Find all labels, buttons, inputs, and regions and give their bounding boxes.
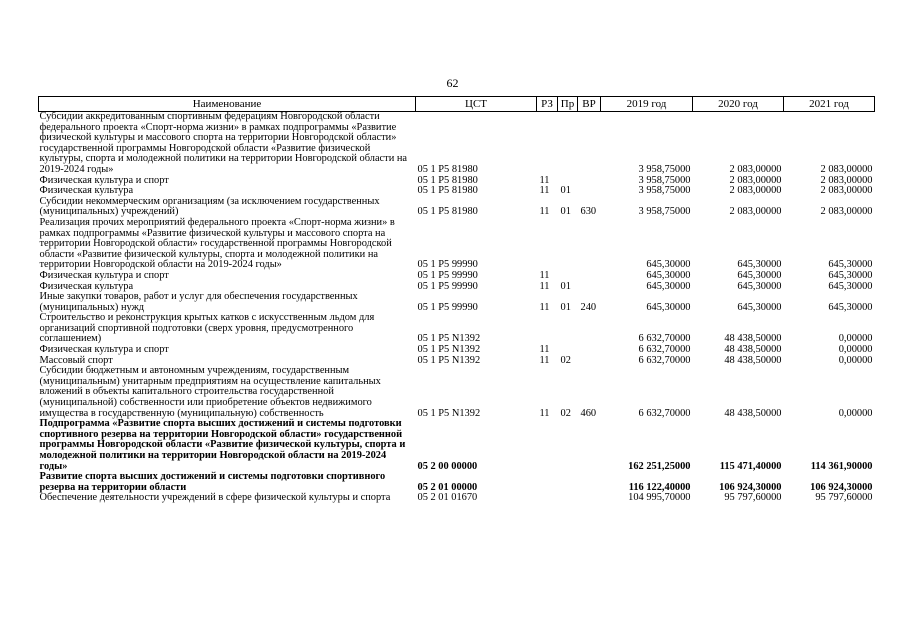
row-cst: 05 1 P5 99990 [417,301,478,313]
table-row [39,292,875,313]
row-cst: 05 1 P5 81980 [417,185,478,197]
row-2019: 116 122,40000 [628,481,691,493]
table-row [39,419,875,472]
header-pr: Пр [558,97,578,112]
row-cst: 05 1 P5 99990 [417,269,478,281]
row-pr [558,218,578,271]
row-2021: 2 083,00000 [820,163,873,175]
table-body [39,112,875,504]
row-pr [558,419,578,472]
row-pr [558,472,578,493]
row-vr [578,345,601,356]
row-vr [578,186,601,197]
row-vr [578,356,601,367]
header-name: Наименование [39,97,416,112]
budget-table [38,96,875,504]
header-2019: 2019 год [601,97,693,112]
row-2020: 2 083,00000 [729,206,782,218]
row-vr [578,112,601,176]
row-2021: 2 083,00000 [820,185,873,197]
row-vr [578,493,601,504]
row-rz: 11 [539,280,550,292]
row-cst: 05 1 P5 99990 [417,259,478,271]
header-rz: РЗ [537,97,558,112]
row-cst: 05 2 01 00000 [417,481,478,493]
row-2021: 106 924,30000 [810,481,873,493]
row-2020: 645,30000 [737,280,782,292]
row-name: Реализация прочих мероприятий федерального проекта «Спорт-норма жизни» в рамках подпрограммы «Развитие физической культуры и массового спорта на территории Новгородской области» государственной программы Новгородской области «Развитие физической культуры, спорта и молодежной политики на территории Новгородской области на 2019-2024 годы» [39,216,395,271]
row-pr [558,493,578,504]
row-2020: 48 438,50000 [724,354,782,366]
row-vr: 460 [580,407,597,419]
row-2020: 2 083,00000 [729,185,782,197]
row-rz: 11 [539,301,550,313]
row-2020: 48 438,50000 [724,407,782,419]
row-cst: 05 1 P5 N1392 [417,407,481,419]
row-2020: 2 083,00000 [729,163,782,175]
row-rz: 11 [539,344,550,356]
row-vr [578,282,601,293]
row-2020: 645,30000 [737,269,782,281]
row-name: Иные закупки товаров, работ и услуг для обеспечения государственных (муниципальных) нужд [39,291,358,313]
row-2019: 3 958,75000 [638,163,691,175]
row-pr: 01 [560,301,571,313]
row-2021: 2 083,00000 [820,206,873,218]
row-vr: 240 [580,301,597,313]
row-cst: 05 1 P5 N1392 [417,344,481,356]
row-rz [537,493,558,504]
table-row [39,197,875,218]
row-cst: 05 1 P5 N1392 [417,333,481,345]
row-2019: 3 958,75000 [638,185,691,197]
row-pr [558,271,578,282]
header-2020: 2020 год [693,97,784,112]
row-2019: 162 251,25000 [628,460,691,472]
row-name: Строительство и реконструкция крытых катков с искусственным льдом для организаций спортивной подготовки (сверх уровня, предусмотренного соглашением) [39,312,375,345]
row-2019: 104 995,70000 [628,492,691,504]
row-2019: 645,30000 [646,280,691,292]
row-2019: 6 632,70000 [638,333,691,345]
row-2020: 645,30000 [737,301,782,313]
row-vr [578,472,601,493]
row-2021: 2 083,00000 [820,174,873,186]
row-cst: 05 1 P5 N1392 [417,354,481,366]
row-2020: 48 438,50000 [724,344,782,356]
row-rz: 11 [539,174,550,186]
row-name: Физическая культура и спорт [39,174,169,186]
row-pr: 02 [560,354,571,366]
row-name: Субсидии аккредитованным спортивным федерациям Новгородской области федерального проекта «Спорт-норма жизни» в рамках подпрограммы «Развитие физической культуры и массового спорта на территории Новгородской области» государственной программы Новгородской области «Развитие физической культуры, спорта и молодежной политики на территории Новгородской области на 2019-2024 годы» [39,111,408,175]
row-2020: 645,30000 [737,259,782,271]
row-pr: 01 [560,206,571,218]
row-2019: 645,30000 [646,269,691,281]
row-name: Массовый спорт [39,354,113,366]
row-2019: 6 632,70000 [638,344,691,356]
row-2019: 3 958,75000 [638,206,691,218]
table-row [39,493,875,504]
row-cst: 05 1 P5 99990 [417,280,478,292]
row-2020: 95 797,60000 [724,492,782,504]
row-name: Подпрограмма «Развитие спорта высших достижений и системы подготовки спортивного резерва на территории Новгородской области» государственной программы Новгородской области «Развитие физической культуры, спорта и молодежной политики на территории Новгородской области на 2019-2024 годы» [39,418,406,472]
row-vr [578,313,601,345]
row-2021: 114 361,90000 [810,460,873,472]
header-vr: ВР [578,97,601,112]
row-2019: 645,30000 [646,259,691,271]
row-pr: 01 [560,280,571,292]
row-name: Субсидии некоммерческим организациям (за исключением государственных (муниципальных) учреждений) [39,195,380,218]
row-vr: 630 [580,206,597,218]
header-2021: 2021 год [784,97,875,112]
row-rz [537,419,558,472]
row-rz [537,112,558,176]
row-2019: 3 958,75000 [638,174,691,186]
row-rz [537,218,558,271]
row-2021: 645,30000 [828,301,873,313]
row-pr: 02 [560,407,571,419]
row-name: Физическая культура и спорт [39,344,169,356]
row-2021: 95 797,60000 [815,492,873,504]
row-pr: 01 [560,185,571,197]
table-row [39,366,875,419]
row-vr [578,176,601,187]
row-rz: 11 [539,354,550,366]
row-2021: 0,00000 [838,354,873,366]
row-2021: 645,30000 [828,269,873,281]
row-2020: 115 471,40000 [719,460,782,472]
row-name: Физическая культура [39,280,134,292]
row-name: Обеспечение деятельности учреждений в сфере физической культуры и спорта [39,492,391,504]
row-cst: 05 2 00 00000 [417,460,478,472]
row-vr [578,271,601,282]
header-cst: ЦСТ [416,97,537,112]
row-cst: 05 1 P5 81980 [417,163,478,175]
row-rz [537,472,558,493]
row-2019: 6 632,70000 [638,354,691,366]
row-vr [578,419,601,472]
page-number: 62 [446,76,459,90]
row-rz: 11 [539,407,550,419]
row-2019: 6 632,70000 [638,407,691,419]
table-header-row [39,97,875,112]
row-2020: 2 083,00000 [729,174,782,186]
table-row [39,112,875,176]
row-2019: 645,30000 [646,301,691,313]
row-vr [578,218,601,271]
table-row [39,271,875,282]
row-rz: 11 [539,206,550,218]
row-2021: 645,30000 [828,259,873,271]
table-row [39,218,875,271]
row-rz: 11 [539,269,550,281]
row-pr [558,112,578,176]
row-2021: 645,30000 [828,280,873,292]
row-2021: 0,00000 [838,344,873,356]
row-name: Субсидии бюджетным и автономным учреждениям, государственным (муниципальным) унитарным предприятиям на осуществление капитальных вложений в объекты капитального строительства государственной (муниципальной) собственности или приобретение объектов недвижимого имущества в государственную (муниципальную) собственность [39,365,381,419]
row-2020: 48 438,50000 [724,333,782,345]
row-rz: 11 [539,185,550,197]
row-name: Физическая культура и спорт [39,269,169,281]
table-row [39,313,875,345]
row-rz [537,313,558,345]
row-cst: 05 1 P5 81980 [417,174,478,186]
row-cst: 05 2 01 01670 [417,492,478,504]
row-pr [558,313,578,345]
row-name: Физическая культура [39,185,134,197]
table-row [39,472,875,493]
row-2021: 0,00000 [838,407,873,419]
row-name: Развитие спорта высших достижений и системы подготовки спортивного резерва на территории области [39,471,386,493]
row-cst: 05 1 P5 81980 [417,206,478,218]
row-2020: 106 924,30000 [719,481,782,493]
row-2021: 0,00000 [838,333,873,345]
